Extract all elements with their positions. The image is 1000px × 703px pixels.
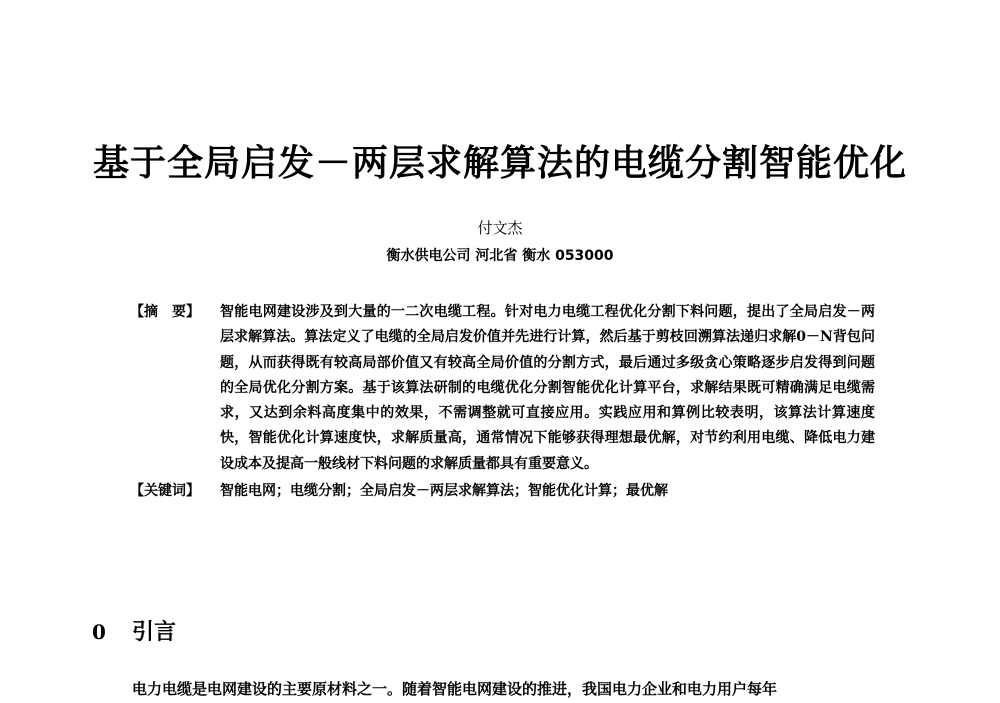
keywords-text: 智能电网；电缆分割；全局启发－两层求解算法；智能优化计算；最优解: [220, 483, 668, 500]
keywords-label: 【关键词】: [130, 483, 200, 500]
author-affiliation: 衡水供电公司 河北省 衡水 053000: [386, 248, 614, 264]
abstract-text: 智能电网建设涉及到大量的一二次电缆工程。针对电力电缆工程优化分割下料问题，提出了全局启发－两层求解算法。算法定义了电缆的全局启发价值并先进行计算，然后基于剪枝回溯算法递归求解0－N背包问题，从而获得既有较高局部价值又有较高全局价值的分割方式，最后通过多级贪心策略逐步启发得到问题的全局优化分割方案。基于该算法研制的电缆优化分割智能优化计算平台，求解结果既可精确满足电缆需求，又达到余料高度集中的效果，不需调整就可直接应用。实践应用和算例比较表明，该算法计算速度快，智能优化计算速度快，求解质量高，通常情况下能够获得理想最优解，对节约利用电缆、降低电力建设成本及提高一般线材下料问题的求解质量都具有重要意义。: [220, 304, 875, 472]
author-name: 付文杰: [477, 219, 523, 237]
abstract-block: [130, 300, 875, 504]
section-number: 0: [92, 620, 106, 644]
section-heading: [92, 615, 176, 646]
paper-title: 基于全局启发－两层求解算法的电缆分割智能优化: [92, 143, 907, 184]
keywords-row: [130, 479, 875, 504]
abstract-label: 【摘 要】: [130, 304, 200, 320]
section-title: 引言: [132, 620, 177, 645]
abstract-row: [130, 300, 875, 477]
intro-paragraph: 电力电缆是电网建设的主要原材料之一。随着智能电网建设的推进，我国电力企业和电力用户每年: [132, 680, 778, 698]
